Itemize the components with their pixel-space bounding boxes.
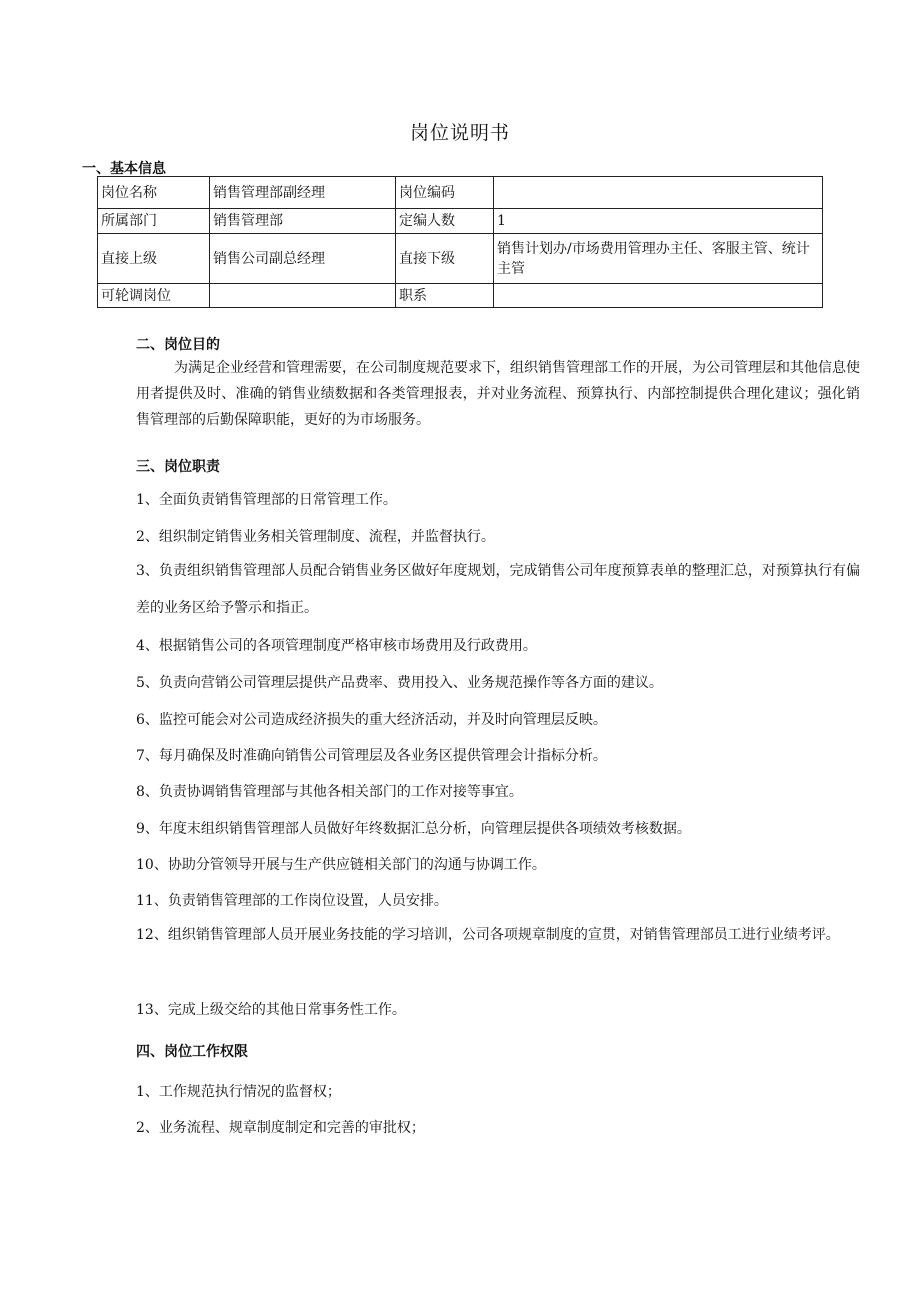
table-cell: 可轮调岗位 bbox=[98, 284, 210, 308]
list-item: 10、协助分管领导开展与生产供应链相关部门的沟通与协调工作。 bbox=[136, 857, 546, 873]
table-row bbox=[98, 209, 823, 234]
list-item: 1、全面负责销售管理部的日常管理工作。 bbox=[136, 492, 397, 508]
page-title: 岗位说明书 bbox=[409, 122, 510, 144]
table-cell: 销售公司副总经理 bbox=[210, 234, 396, 284]
table-cell: 职系 bbox=[396, 284, 494, 308]
table-cell: 岗位名称 bbox=[98, 177, 210, 209]
list-item: 4、根据销售公司的各项管理制度严格审核市场费用及行政费用。 bbox=[136, 638, 537, 654]
purpose-paragraph: 为满足企业经营和管理需要，在公司制度规范要求下，组织销售管理部工作的开展，为公司管理层和其他信息使用者提供及时、准确的销售业绩数据和各类管理报表，并对业务流程、预算执行、内部控制提供合理化建议；强化销售管理部的后勤保障职能，更好的为市场服务。 bbox=[136, 360, 860, 428]
table-cell: 直接上级 bbox=[98, 234, 210, 284]
list-item: 12、组织销售管理部人员开展业务技能的学习培训，公司各项规章制度的宣贯，对销售管理部员工进行业绩考评。 bbox=[136, 927, 840, 943]
table-cell bbox=[210, 284, 396, 308]
table-row bbox=[98, 234, 823, 284]
list-item: 1、工作规范执行情况的监督权； bbox=[136, 1084, 341, 1100]
table-cell: 销售管理部 bbox=[210, 209, 396, 234]
basic-info-table bbox=[97, 176, 823, 308]
table-cell: 1 bbox=[494, 209, 823, 234]
table-cell: 直接下级 bbox=[396, 234, 494, 284]
table-cell bbox=[494, 177, 823, 209]
section-heading-duties: 三、岗位职责 bbox=[136, 459, 220, 475]
list-item: 11、负责销售管理部的工作岗位设置，人员安排。 bbox=[136, 893, 448, 909]
list-item: 13、完成上级交给的其他日常事务性工作。 bbox=[136, 1002, 406, 1018]
section-heading-basic-info: 一、基本信息 bbox=[82, 161, 166, 177]
table-cell: 岗位编码 bbox=[396, 177, 494, 209]
list-item: 3、负责组织销售管理部人员配合销售业务区做好年度规划，完成销售公司年度预算表单的整理汇总，对预算执行有偏差的业务区给予警示和指正。 bbox=[136, 563, 860, 616]
section-heading-purpose: 二、岗位目的 bbox=[136, 337, 220, 353]
list-item: 9、年度末组织销售管理部人员做好年终数据汇总分析，向管理层提供各项绩效考核数据。 bbox=[136, 821, 691, 837]
table-cell: 销售管理部副经理 bbox=[210, 177, 396, 209]
section-heading-authority: 四、岗位工作权限 bbox=[136, 1044, 248, 1060]
table-row bbox=[98, 284, 823, 308]
table-cell: 所属部门 bbox=[98, 209, 210, 234]
table-cell bbox=[494, 284, 823, 308]
table-cell: 销售计划办/市场费用管理办主任、客服主管、统计主管 bbox=[494, 234, 823, 284]
list-item: 2、业务流程、规章制度制定和完善的审批权； bbox=[136, 1120, 425, 1136]
list-item: 6、监控可能会对公司造成经济损失的重大经济活动，并及时向管理层反映。 bbox=[136, 712, 607, 728]
list-item: 8、负责协调销售管理部与其他各相关部门的工作对接等事宜。 bbox=[136, 784, 523, 800]
table-cell: 定编人数 bbox=[396, 209, 494, 234]
list-item: 7、每月确保及时准确向销售公司管理层及各业务区提供管理会计指标分析。 bbox=[136, 748, 607, 764]
table-row bbox=[98, 177, 823, 209]
list-item: 2、组织制定销售业务相关管理制度、流程，并监督执行。 bbox=[136, 529, 495, 545]
list-item: 5、负责向营销公司管理层提供产品费率、费用投入、业务规范操作等各方面的建议。 bbox=[136, 675, 663, 691]
